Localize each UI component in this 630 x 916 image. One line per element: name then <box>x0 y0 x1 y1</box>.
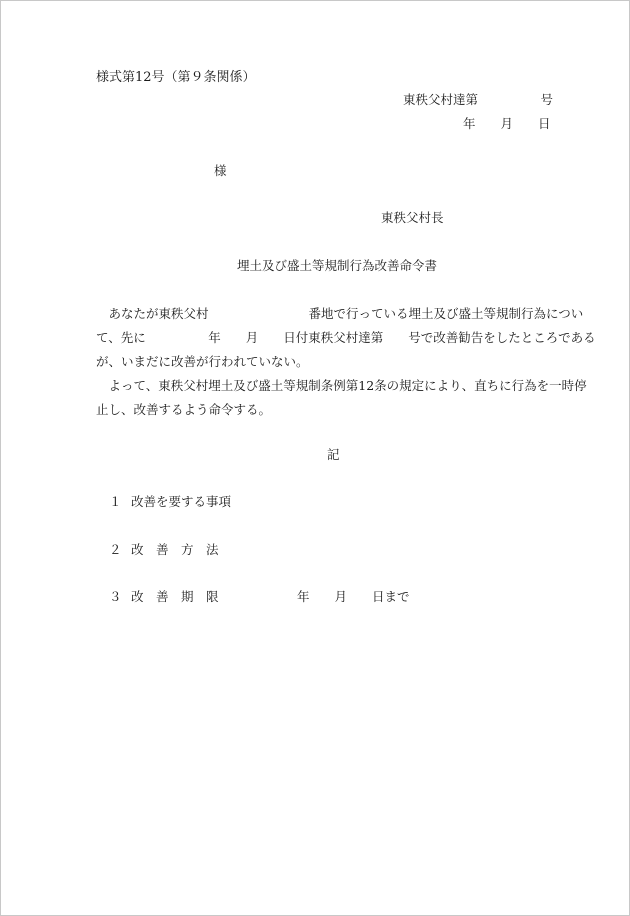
ki-heading: 記 <box>327 447 340 462</box>
item-label: 改 善 方 法 <box>131 542 219 557</box>
body-line: あなたが東秩父村 番地で行っている埋土及び盛土等規制行為につい <box>96 306 584 321</box>
document-title: 埋土及び盛土等規制行為改善命令書 <box>237 258 438 273</box>
body-line: て、先に 年 月 日付東秩父村達第 号で改善勧告をしたところである <box>96 330 596 345</box>
order-body <box>96 302 596 422</box>
item-number: １ <box>109 494 122 509</box>
deadline-date: 年 月 日まで <box>297 589 410 604</box>
item-number: ２ <box>109 542 122 557</box>
document-number: 東秩父村達第 号 <box>403 92 554 107</box>
item-label: 改善を要する事項 <box>131 494 232 509</box>
item-number: ３ <box>109 589 122 604</box>
item-label: 改 善 期 限 <box>131 589 219 604</box>
form-header: 様式第12号（第９条関係） <box>96 70 256 85</box>
issue-date: 年 月 日 <box>463 116 551 131</box>
body-line: が、いまだに改善が行われていない。 <box>96 354 309 369</box>
body-line: 止し、改善するよう命令する。 <box>96 402 272 417</box>
body-line: よって、東秩父村埋土及び盛土等規制条例第12条の規定により、直ちに行為を一時停 <box>96 378 587 393</box>
recipient-honorific: 様 <box>214 163 227 178</box>
issuer-name: 東秩父村長 <box>381 210 444 225</box>
